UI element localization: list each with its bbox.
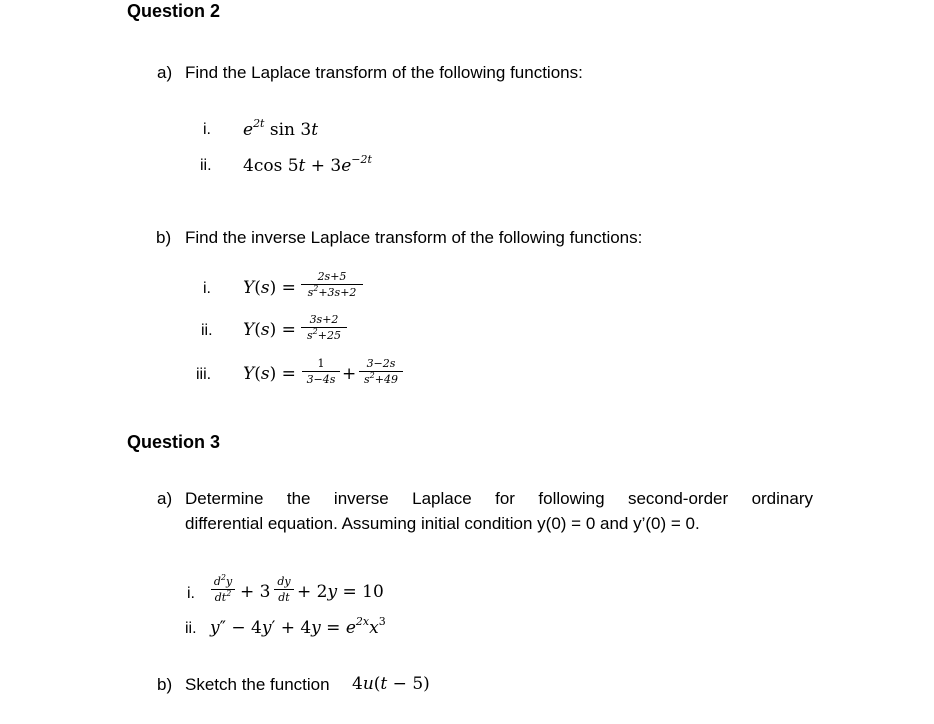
q2a-item-2-expression: 4cos $5t + 3e^{-2t}$: [243, 153, 372, 176]
question-3-heading: Question 3: [127, 432, 221, 452]
q2b-label: b): [156, 228, 172, 247]
q3a-item-2-number: ii.: [185, 620, 197, 637]
q2b-item-2-fraction: 3s+2 $s^2+25$: [301, 313, 347, 342]
q3a-item-1-number: i.: [187, 585, 195, 602]
q3a-item-1-plus-three: + 3: [240, 582, 271, 602]
q3a-text-line-1: Determine the inverse Laplace for following second-order ordinary: [185, 489, 813, 508]
q3a-text-line-2: differential equation. Assuming initial condition y(0) = 0 and y’(0) = 0.: [185, 514, 700, 533]
q3a-item-1-second-derivative: $d^2y$ $dt^2$: [211, 575, 235, 604]
q3a-item-1-rest: + 2y = 10: [297, 582, 384, 602]
q2b-item-3-number: iii.: [196, 366, 212, 383]
q2a-text: Find the Laplace transform of the following functions:: [185, 63, 583, 82]
q2a-item-1-expression: $e^{2t}$ sin 3t: [243, 117, 319, 140]
q2b-text: Find the inverse Laplace transform of the following functions:: [185, 228, 643, 247]
q3a-item-1-first-derivative: dy dt: [274, 575, 294, 604]
q2b-item-1-lhs: Y(s) =: [243, 278, 296, 298]
q3b-text: Sketch the function: [185, 675, 330, 694]
q2a-item-2-number: ii.: [200, 157, 212, 174]
q2b-item-3-plus: +: [342, 364, 357, 384]
q3a-label: a): [157, 489, 173, 508]
q2b-item-3-fraction-1: 1 3−4s: [302, 357, 340, 386]
q2b-item-1-fraction: 2s+5 $s^2+3s+2$: [301, 270, 363, 299]
q2b-item-2-number: ii.: [201, 322, 213, 339]
q3b-label: b): [157, 675, 173, 694]
q2b-item-3-fraction-2: 3−2s $s^2+49$: [359, 357, 403, 386]
q3b-expression: 4u(t − 5): [352, 674, 430, 694]
q2a-item-1-number: i.: [203, 121, 211, 138]
q2b-item-1-number: i.: [203, 280, 211, 297]
q2b-item-3-lhs: Y(s) =: [243, 364, 296, 384]
q2a-label: a): [157, 63, 173, 82]
q3a-item-2-expression: $y'' - 4y' + 4y = e^{2x}x^3$: [210, 615, 386, 638]
q2b-item-2-lhs: Y(s) =: [243, 320, 296, 340]
question-2-heading: Question 2: [127, 1, 221, 21]
